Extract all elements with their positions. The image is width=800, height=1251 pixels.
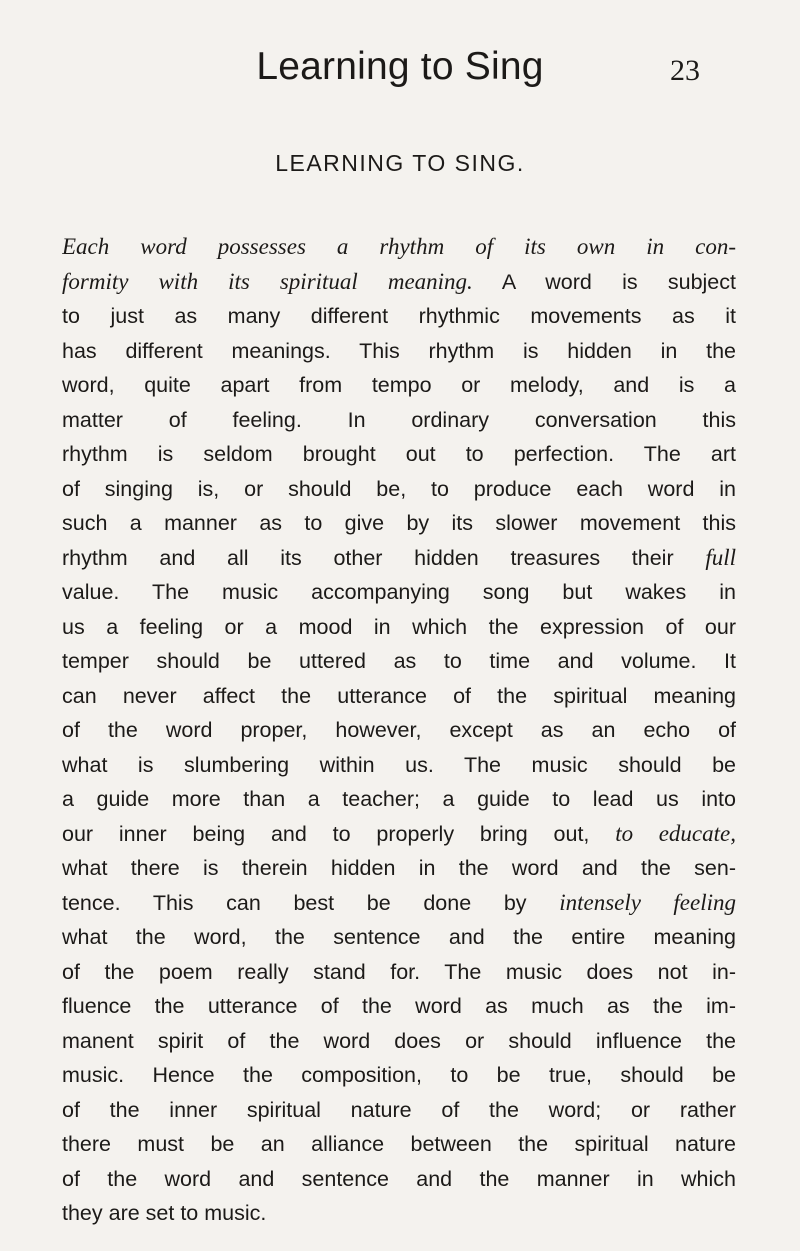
text-run: what the word, the sentence and the entire meaning — [62, 925, 736, 949]
text-line — [62, 989, 736, 1024]
text-line — [62, 782, 736, 817]
text-run: such a manner as to give by its slower movement this — [62, 511, 736, 535]
text-line — [62, 334, 736, 369]
text-line — [62, 1196, 736, 1231]
text-line — [62, 920, 736, 955]
text-run: of the word proper, however, except as an echo of — [62, 718, 736, 742]
text-run: of the word and sentence and the manner in which — [62, 1166, 736, 1191]
text-run: matter of feeling. In ordinary conversation this — [62, 407, 736, 432]
text-line — [62, 886, 736, 921]
text-line — [62, 1127, 736, 1162]
text-run: a guide more than a teacher; a guide to lead us into — [62, 787, 736, 811]
text-line — [62, 955, 736, 990]
text-run: what is slumbering within us. The music should be — [62, 752, 736, 777]
italic-phrase: Each word possesses a rhythm of its own in con- — [62, 234, 736, 259]
text-run: manent spirit of the word does or should influence the — [62, 1028, 736, 1053]
text-line — [62, 644, 736, 679]
text-line — [62, 437, 736, 472]
text-run: rhythm and all its other hidden treasures their — [62, 545, 706, 570]
text-line — [62, 541, 736, 576]
text-line — [62, 817, 736, 852]
text-run: music. Hence the composition, to be true, should be — [62, 1063, 736, 1087]
text-run: temper should be uttered as to time and volume. It — [62, 649, 736, 673]
text-run: us a feeling or a mood in which the expression of our — [62, 614, 736, 639]
running-title: Learning to Sing — [256, 45, 544, 88]
text-run: to just as many different rhythmic movements as it — [62, 304, 736, 328]
text-line — [62, 748, 736, 783]
text-run: fluence the utterance of the word as much as the im- — [62, 994, 736, 1018]
text-run: our inner being and to properly bring out, — [62, 821, 616, 846]
text-line — [62, 230, 736, 265]
text-run: of the poem really stand for. The music does not in- — [62, 959, 736, 984]
text-run: they are set to music. — [62, 1201, 267, 1225]
chapter-title: LEARNING TO SING. — [275, 150, 525, 176]
italic-phrase: intensely feeling — [559, 889, 736, 915]
text-line — [62, 1058, 736, 1093]
body-paragraph — [62, 230, 736, 1231]
page-number: 23 — [670, 54, 700, 87]
text-run: of the inner spiritual nature of the word; or rather — [62, 1097, 736, 1122]
text-line — [62, 506, 736, 541]
text-run: tence. This can best be done by — [62, 890, 560, 915]
text-line — [62, 575, 736, 610]
text-line — [62, 1024, 736, 1059]
text-run: of singing is, or should be, to produce each word in — [62, 476, 736, 501]
text-line — [62, 472, 736, 507]
text-run: value. The music accompanying song but wakes in — [62, 580, 736, 604]
running-head — [100, 42, 700, 102]
text-line — [62, 610, 736, 645]
text-line — [62, 265, 736, 300]
text-run: A word is subject — [472, 269, 736, 294]
text-run: there must be an alliance between the spiritual nature — [62, 1132, 736, 1156]
text-run: word, quite apart from tempo or melody, and is a — [62, 373, 736, 397]
text-line — [62, 403, 736, 438]
text-run: can never affect the utterance of the spiritual meaning — [62, 683, 736, 708]
text-run: what there is therein hidden in the word and the sen- — [62, 856, 736, 880]
text-line — [62, 713, 736, 748]
text-line — [62, 679, 736, 714]
text-line — [62, 851, 736, 886]
text-run: has different meanings. This rhythm is hidden in the — [62, 338, 736, 363]
text-line — [62, 299, 736, 334]
text-line — [62, 1162, 736, 1197]
text-run: rhythm is seldom brought out to perfection. The art — [62, 442, 736, 466]
text-line — [62, 368, 736, 403]
italic-phrase: full — [705, 544, 736, 570]
text-line — [62, 1093, 736, 1128]
italic-phrase: formity with its spiritual meaning. — [62, 268, 473, 294]
italic-phrase: to educate, — [615, 820, 736, 846]
